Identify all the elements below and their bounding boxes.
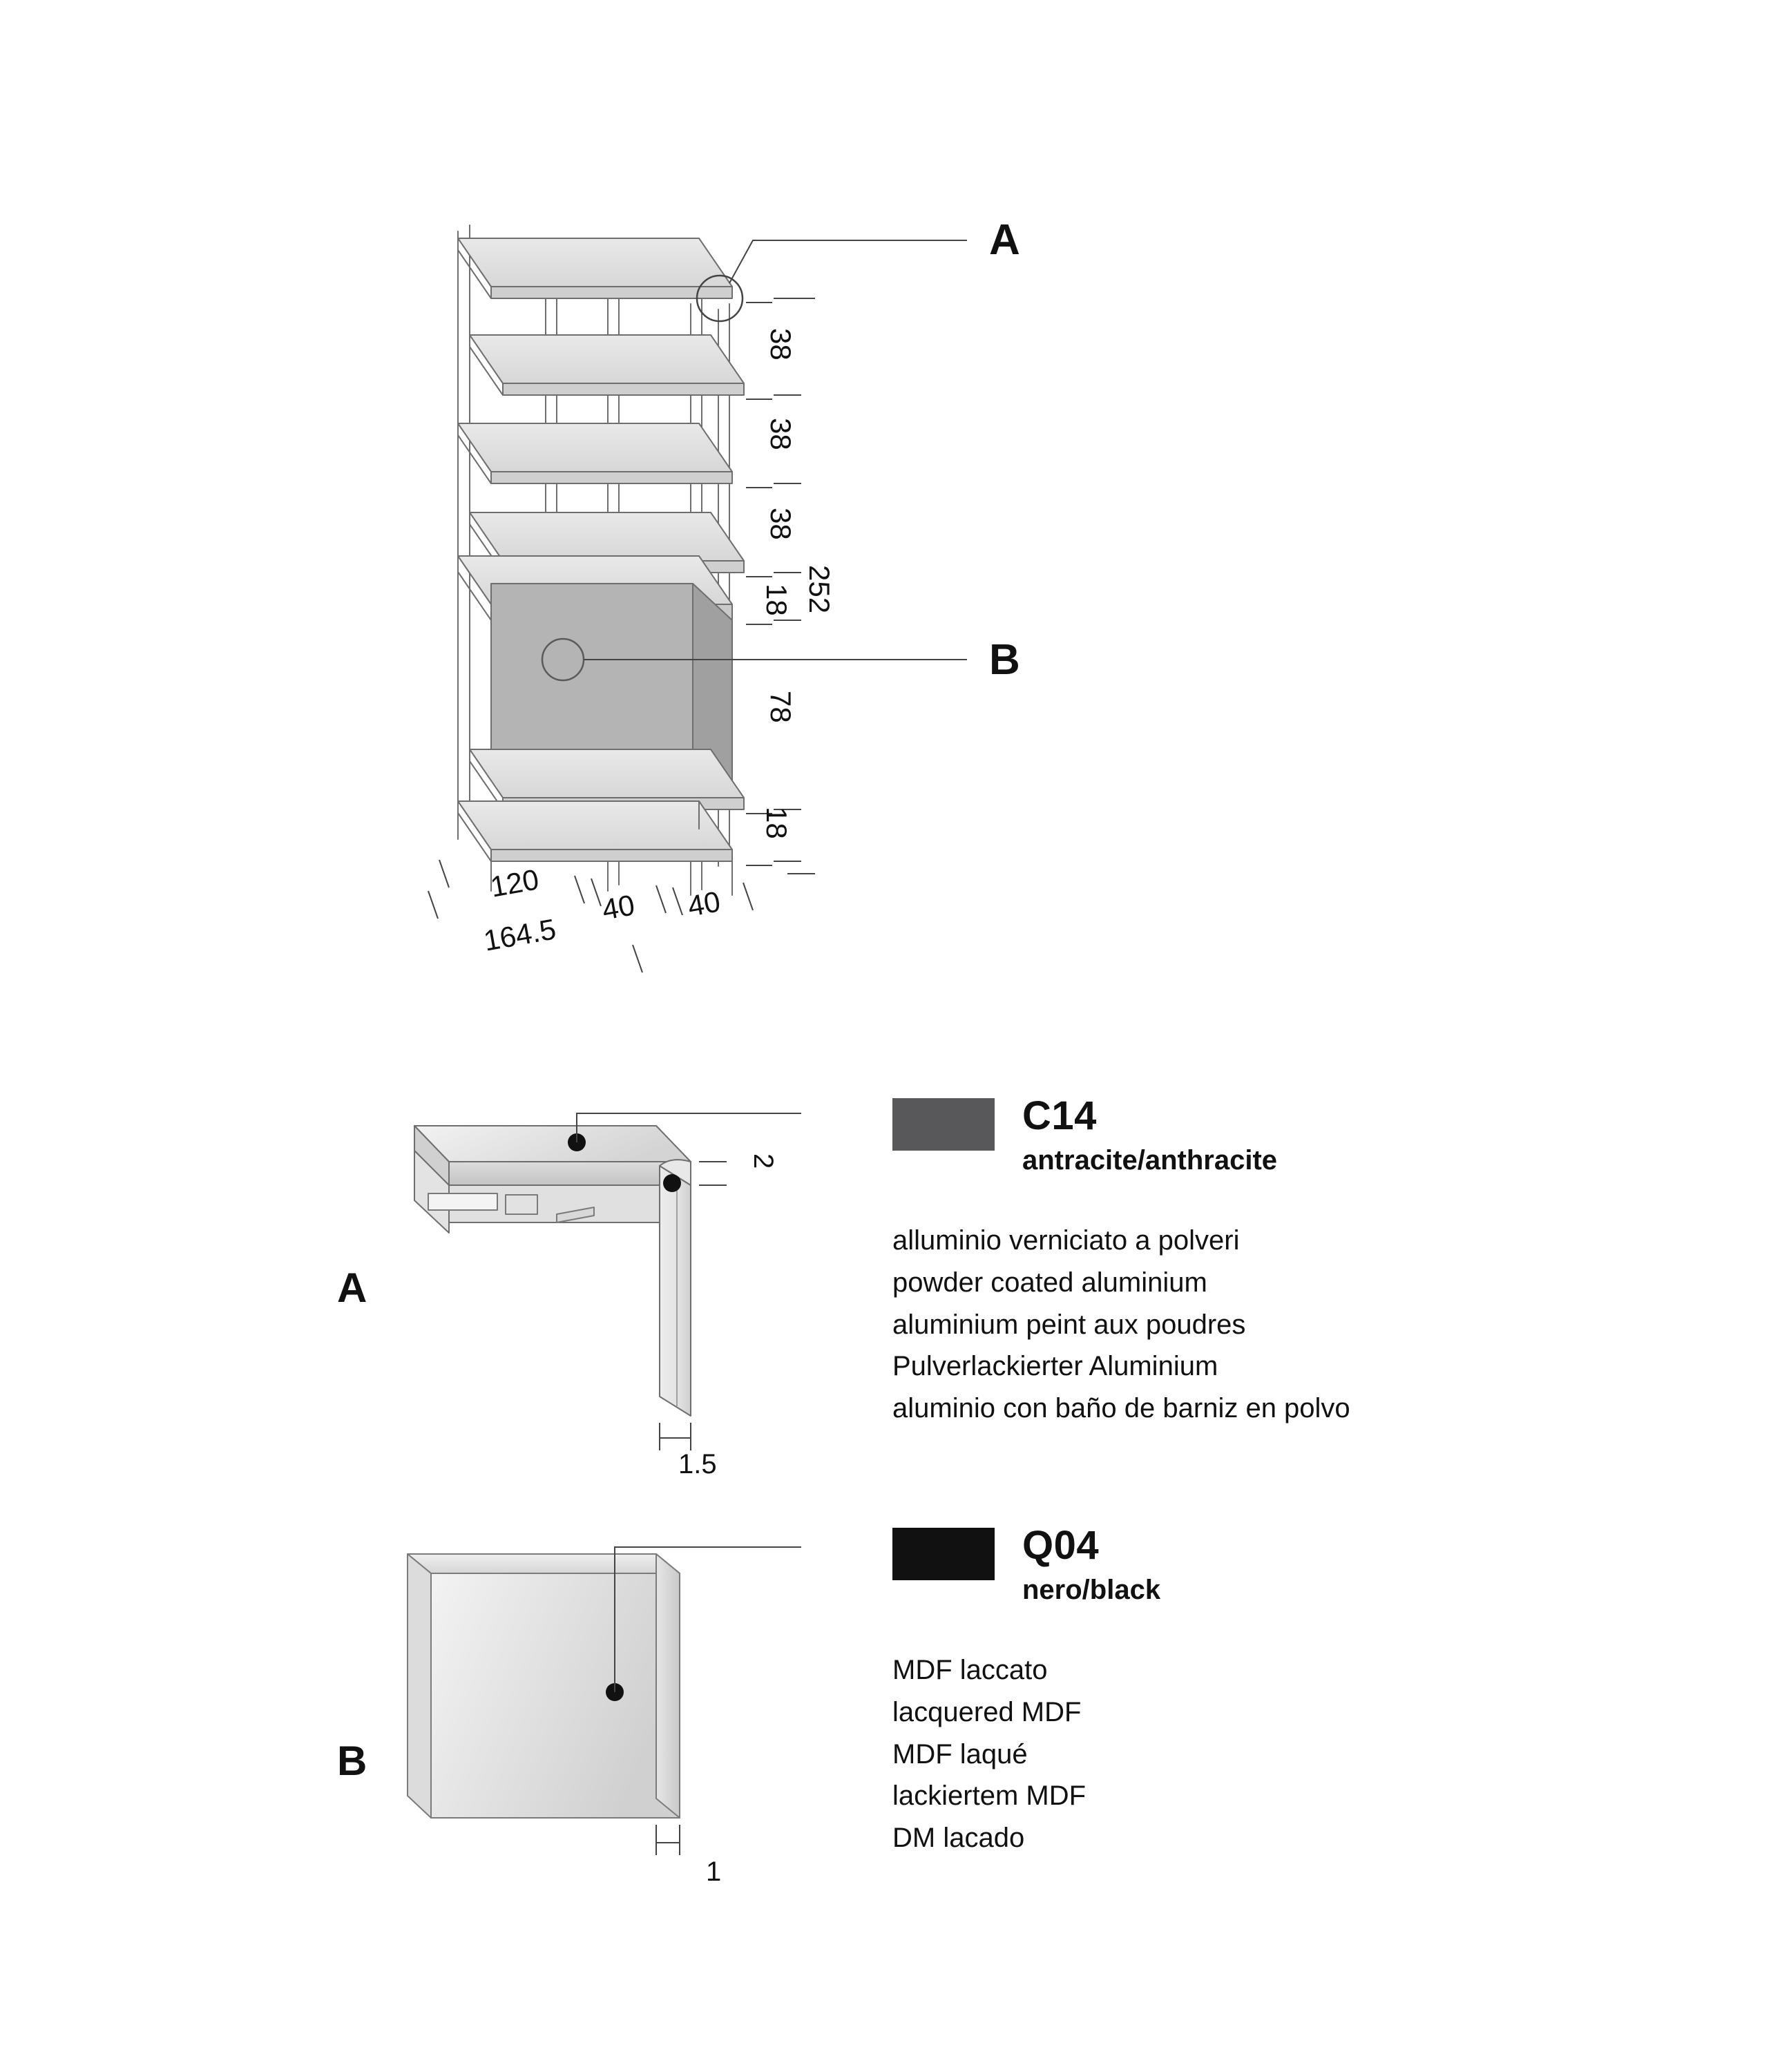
material-b-fr: MDF laqué xyxy=(892,1738,1028,1769)
material-a-en: powder coated aluminium xyxy=(892,1267,1207,1298)
material-b-de: lackiertem MDF xyxy=(892,1781,1086,1812)
detail-letter-a: A xyxy=(337,1265,367,1311)
material-list-a xyxy=(892,1220,1350,1430)
material-a-de: Pulverlackierter Aluminium xyxy=(892,1351,1218,1382)
dimension-252-overall: 252 xyxy=(803,565,836,614)
material-b-it: MDF laccato xyxy=(892,1655,1048,1685)
detail-section-b xyxy=(0,1519,1771,1961)
dimension-18-lower: 18 xyxy=(760,807,793,839)
material-a-it: alluminio verniciato a polveri xyxy=(892,1225,1240,1256)
material-list-b xyxy=(892,1649,1086,1859)
dimension-38-top: 38 xyxy=(765,328,797,361)
callout-label-b: B xyxy=(989,636,1021,684)
callout-leader-a xyxy=(697,240,967,321)
detail-b-thickness-label: 1 xyxy=(706,1857,722,1887)
dimension-40-first: 40 xyxy=(600,888,638,926)
detail-a-width-label: 1.5 xyxy=(678,1449,717,1479)
color-name-q04: nero/black xyxy=(1022,1575,1161,1605)
dimension-164-5-total: 164.5 xyxy=(481,912,559,957)
detail-a-thickness-label: 2 xyxy=(748,1153,778,1169)
material-b-en: lacquered MDF xyxy=(892,1696,1082,1727)
dimension-18-upper: 18 xyxy=(760,584,793,616)
dimension-120-width: 120 xyxy=(488,863,542,903)
material-a-fr: aluminium peint aux poudres xyxy=(892,1309,1246,1340)
dimension-78-compartment: 78 xyxy=(765,691,797,723)
color-code-c14: C14 xyxy=(1022,1093,1097,1138)
material-b-es: DM lacado xyxy=(892,1823,1025,1854)
detail-letter-b: B xyxy=(337,1738,367,1784)
detail-section-a xyxy=(0,1084,1771,1526)
dimension-38-third: 38 xyxy=(765,508,797,540)
callout-label-a: A xyxy=(989,216,1021,264)
dimension-40-second: 40 xyxy=(685,885,723,923)
color-name-c14: antracite/anthracite xyxy=(1022,1145,1278,1176)
color-code-q04: Q04 xyxy=(1022,1523,1100,1568)
material-a-es: aluminio con baño de barniz en polvo xyxy=(892,1393,1350,1424)
color-swatch-q04 xyxy=(892,1528,995,1580)
material-marker-dot xyxy=(663,1174,681,1192)
dimension-38-second: 38 xyxy=(765,418,797,450)
color-swatch-c14 xyxy=(892,1098,995,1151)
